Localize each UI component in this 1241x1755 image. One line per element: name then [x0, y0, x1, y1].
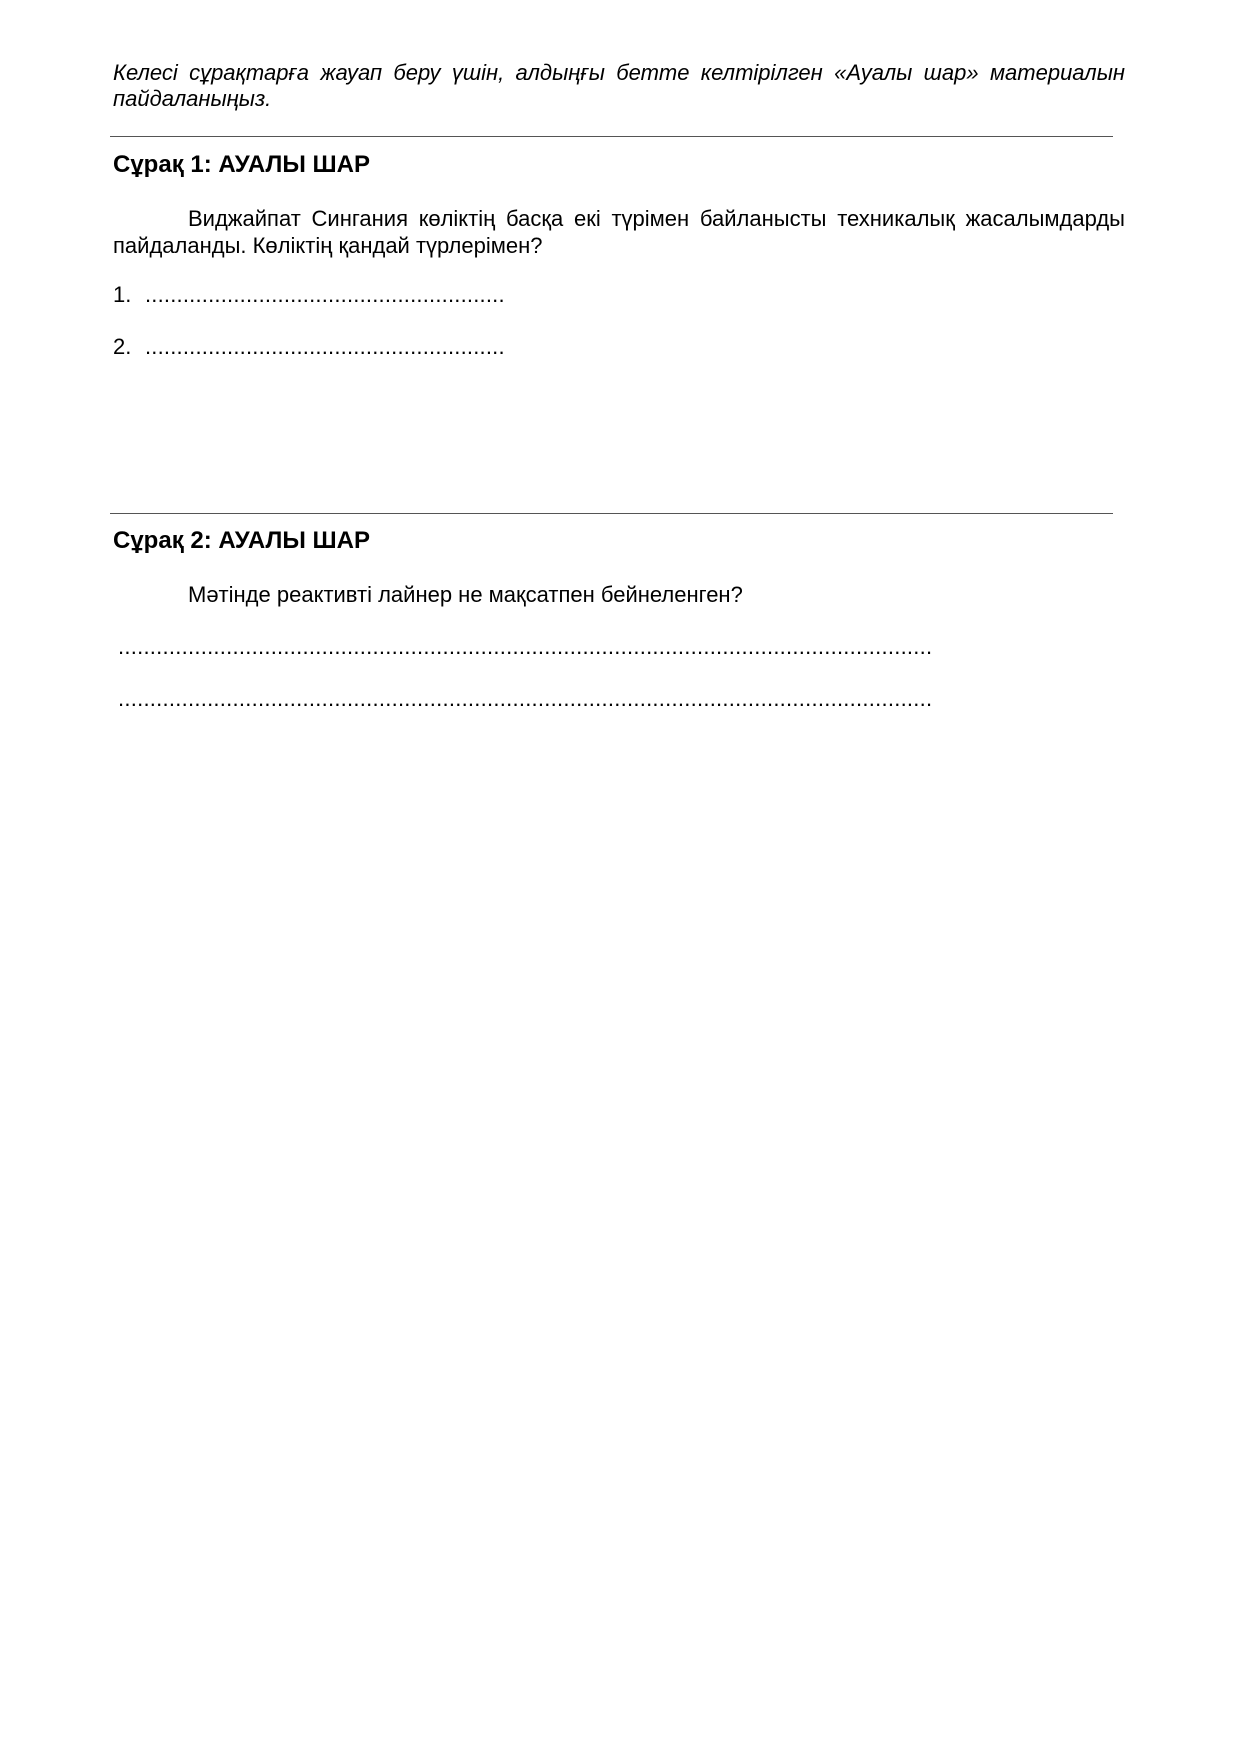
- question-2-heading: Сұрақ 2: АУАЛЫ ШАР: [113, 527, 371, 554]
- question-2-body: Мәтінде реактивті лайнер не мақсатпен бейнеленген?: [188, 582, 743, 607]
- answer-dots: .........................................................: [145, 282, 505, 307]
- instruction-text: Келесі сұрақтарға жауап беру үшін, алдыңғы бетте келтірілген «Ауалы шар» материалын пайдаланыңыз.: [113, 60, 1125, 111]
- answer-2-line[interactable]: [113, 334, 505, 360]
- answer-number: 1.: [113, 282, 132, 307]
- section-divider-1: [110, 136, 1113, 137]
- answer-line-long-1[interactable]: ................................................................................................................................: [118, 634, 933, 659]
- answer-line-long-2[interactable]: ................................................................................................................................: [118, 686, 933, 711]
- section-divider-2: [110, 513, 1113, 514]
- answer-number: 2.: [113, 334, 132, 359]
- answer-1-line[interactable]: [113, 282, 505, 308]
- question-2-text: [113, 581, 1125, 608]
- question-1-heading: Сұрақ 1: АУАЛЫ ШАР: [113, 151, 371, 178]
- question-1-body: Виджайпат Сингания көліктің басқа екі түрімен байланысты техникалық жасалымдарды пайдаланды. Көліктің қандай түрлерімен?: [113, 206, 1125, 258]
- answer-dots: .........................................................: [145, 334, 505, 359]
- question-1-text: [113, 205, 1125, 259]
